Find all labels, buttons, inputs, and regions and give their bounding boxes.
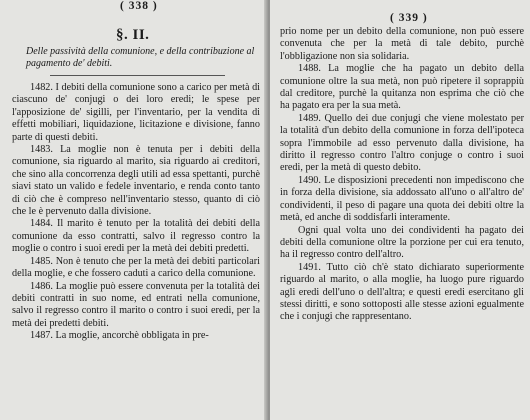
paragraph-1490: 1490. Le disposizioni precedenti non impediscono che in forza della divisione, sia addossato all'uno o all'altro de' condividenti, il peso di pagare una quota dei debiti oltre la metà, ed anche di soddisfarli interamente. [280,174,524,224]
paragraph-1487-continued: prio nome per un debito della comunione, non può essere convenuta che per la metà di tale debito, purchè l'obbligazione non sia solidaria. [280,26,524,62]
section-heading: §. II. [116,27,150,43]
right-body-text [280,26,524,324]
paragraph-1484: 1484. Il marito è tenuto per la totalità dei debiti della comunione da esso contratti, salvo il regresso contro la moglie o contro i suoi eredi per la metà dei debiti predetti. [12,218,260,255]
paragraph-1487: 1487. La moglie, ancorchè obbligata in pre- [30,330,209,342]
section-subtitle: Delle passività della comunione, e della contribuzione al pagamento de' debiti. [26,46,255,69]
paragraph-1486: 1486. La moglie può essere convenuta per la totalità dei debiti contratti in suo nome, ed entrati nella comunione, salvo il regresso contro il marito o contro i suoi eredi, per la metà dei predetti debiti. [12,280,260,329]
page-number: ( 338 ) [120,0,158,12]
paragraph-1488: 1488. La moglie che ha pagato un debito della comunione oltre la sua metà, non può ripetere il soprappiù dal creditore, purchè la quitanza non esprima che ciò che ha pagato era per la sua metà. [280,63,524,112]
page-number: ( 339 ) [390,12,428,24]
right-page [270,0,530,420]
left-body-text [12,82,260,343]
divider [50,75,225,76]
paragraph-1482: 1482. I debiti della comunione sono a carico per metà di ciascuno de' conjugi o dei loro eredi; le spese per l'apposizione de' sigilli, per l'inventario, per la vendita di effetti mobiliari, liquidazione, licitazione e divisione, fanno parte di questi debiti. [12,82,260,143]
paragraph-1483: 1483. La moglie non è tenuta per i debiti della comunione, sia riguardo al marito, sia riguardo ai creditori, che sino alla concorrenza degli utili ad essa spettanti, purchè siavi stato un valido e fedele inventario, e renda conto tanto di ciò che è compreso nell'inventario stesso, quanto di ciò che le è pervenuto dalla divisione. [12,144,260,218]
paragraph-1491: 1491. Tutto ciò ch'è stato dichiarato superiormente riguardo al marito, o alla moglie, ha luogo pure riguardo agli eredi dell'uno o dell'altra; e questi eredi esercitano gli stessi diritti, e sono sottoposti alle stesse azioni egualmente che i conjugi che rappresentano. [280,261,524,323]
paragraph-1489: 1489. Quello dei due conjugi che viene molestato per la totalità d'un debito della comunione in forza dell'ipoteca sopra l'immobile ad esso pervenuto dalla divisione, ha diritto il regresso contro l'altro conjuge o contro i suoi eredi, per la metà di questo debito. [280,112,524,174]
paragraph-1485: 1485. Non è tenuto che per la metà dei debiti particolari della moglie, e che fossero caduti a carico della comunione. [12,255,260,280]
paragraph-1490-second: Ogni qual volta uno dei condividenti ha pagato dei debiti della comunione oltre la porzione per cui era tenuto, ha il regresso contro dell'altro. [280,224,524,261]
